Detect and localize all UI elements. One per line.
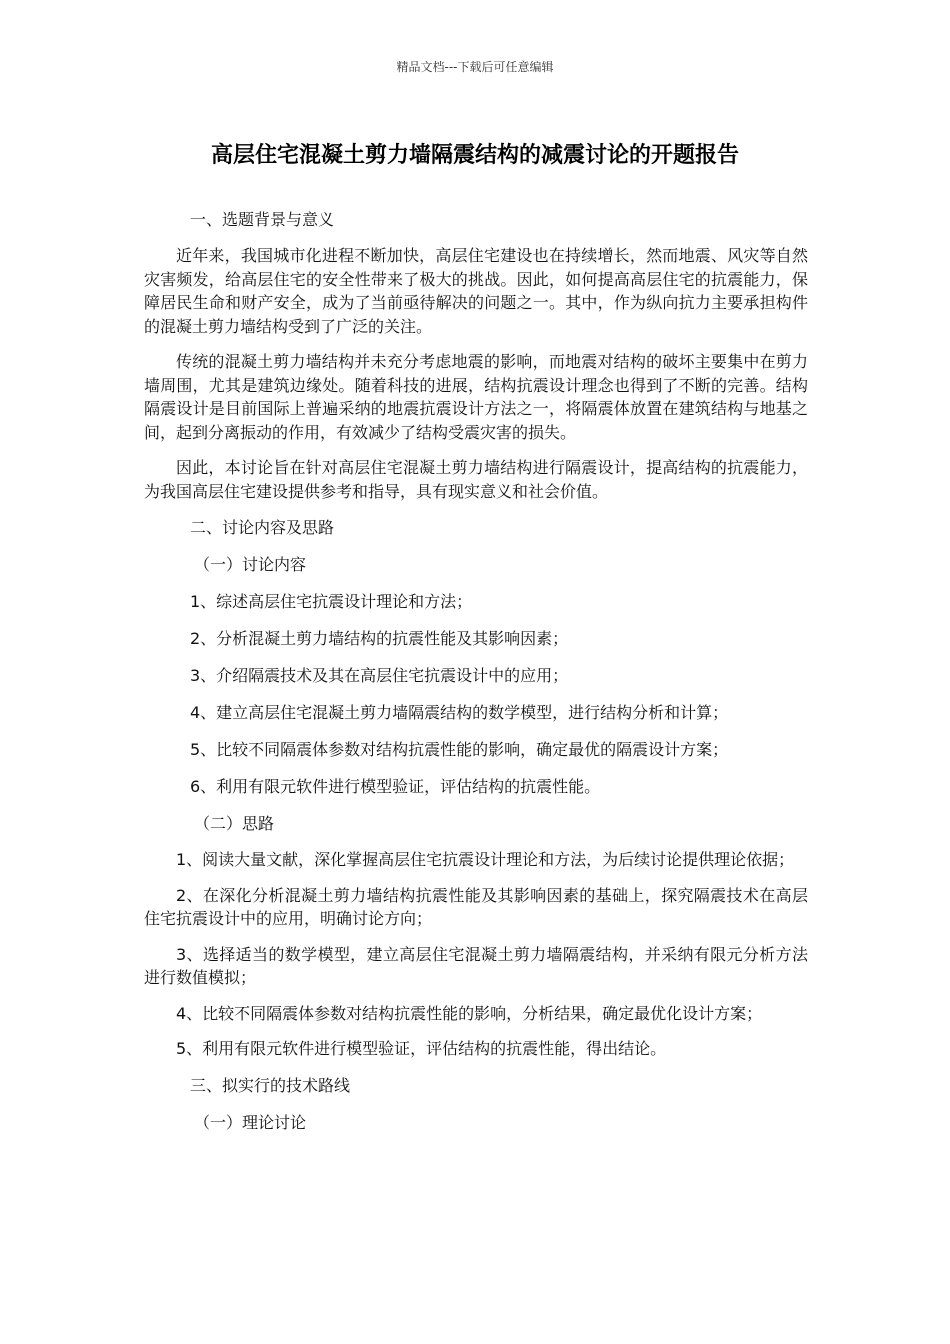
subsection-research-content-heading: （一）讨论内容 [194,555,307,574]
paragraph: 近年来，我国城市化进程不断加快，高层住宅建设也在持续增长，然而地震、风灾等自然灾害频发，给高层住宅的安全性带来了极大的挑战。因此，如何提高高层住宅的抗震能力，保障居民生命和财产安全，成为了当前亟待解决的问题之一。其中，作为纵向抗力主要承担构件的混凝土剪力墙结构受到了广泛的关注。 [144,246,808,336]
list-item: 1、综述高层住宅抗震设计理论和方法； [190,592,473,611]
list-item: 6、利用有限元软件进行模型验证，评估结构的抗震性能。 [190,777,601,796]
list-item: 2、分析混凝土剪力墙结构的抗震性能及其影响因素； [190,629,569,648]
section-2-heading: 二、讨论内容及思路 [190,518,335,537]
document-title: 高层住宅混凝土剪力墙隔震结构的减震讨论的开题报告 [210,143,739,168]
paragraph: 传统的混凝土剪力墙结构并未充分考虑地震的影响，而地震对结构的破坏主要集中在剪力墙周围，尤其是建筑边缘处。随着科技的进展，结构抗震设计理念也得到了不断的完善。结构隔震设计是目前国际上普遍采纳的地震抗震设计方法之一，将隔震体放置在建筑结构与地基之间，起到分离振动的作用，有效减少了结构受震灾害的损失。 [144,352,808,442]
page-header-note: 精品文档---下载后可任意编辑 [396,60,554,74]
list-item: 5、比较不同隔震体参数对结构抗震性能的影响，确定最优的隔震设计方案； [190,740,729,759]
section-3-heading: 三、拟实行的技术路线 [190,1075,351,1095]
approach-item: 5、利用有限元软件进行模型验证，评估结构的抗震性能，得出结论。 [176,1039,667,1058]
document-body [144,207,808,1147]
paragraph: 因此，本讨论旨在针对高层住宅混凝土剪力墙结构进行隔震设计，提高结构的抗震能力，为我国高层住宅建设提供参考和指导，具有现实意义和社会价值。 [144,458,808,501]
approach-item: 1、阅读大量文献，深化掌握高层住宅抗震设计理论和方法，为后续讨论提供理论依据； [176,850,795,869]
approach-item: 3、选择适当的数学模型，建立高层住宅混凝土剪力墙隔震结构，并采纳有限元分析方法进行数值模拟； [144,944,808,987]
approach-item: 4、比较不同隔震体参数对结构抗震性能的影响，分析结果，确定最优化设计方案； [176,1003,763,1023]
subsection-approach-heading: （二）思路 [194,814,275,833]
section-1-heading: 一、选题背景与意义 [190,210,335,229]
list-item: 4、建立高层住宅混凝土剪力墙隔震结构的数学模型，进行结构分析和计算； [190,703,729,722]
subsection-theory-heading: （一）理论讨论 [194,1112,307,1132]
approach-item: 2、在深化分析混凝土剪力墙结构抗震性能及其影响因素的基础上，探究隔震技术在高层住宅抗震设计中的应用，明确讨论方向； [144,885,808,928]
list-item: 3、介绍隔震技术及其在高层住宅抗震设计中的应用； [190,666,569,685]
